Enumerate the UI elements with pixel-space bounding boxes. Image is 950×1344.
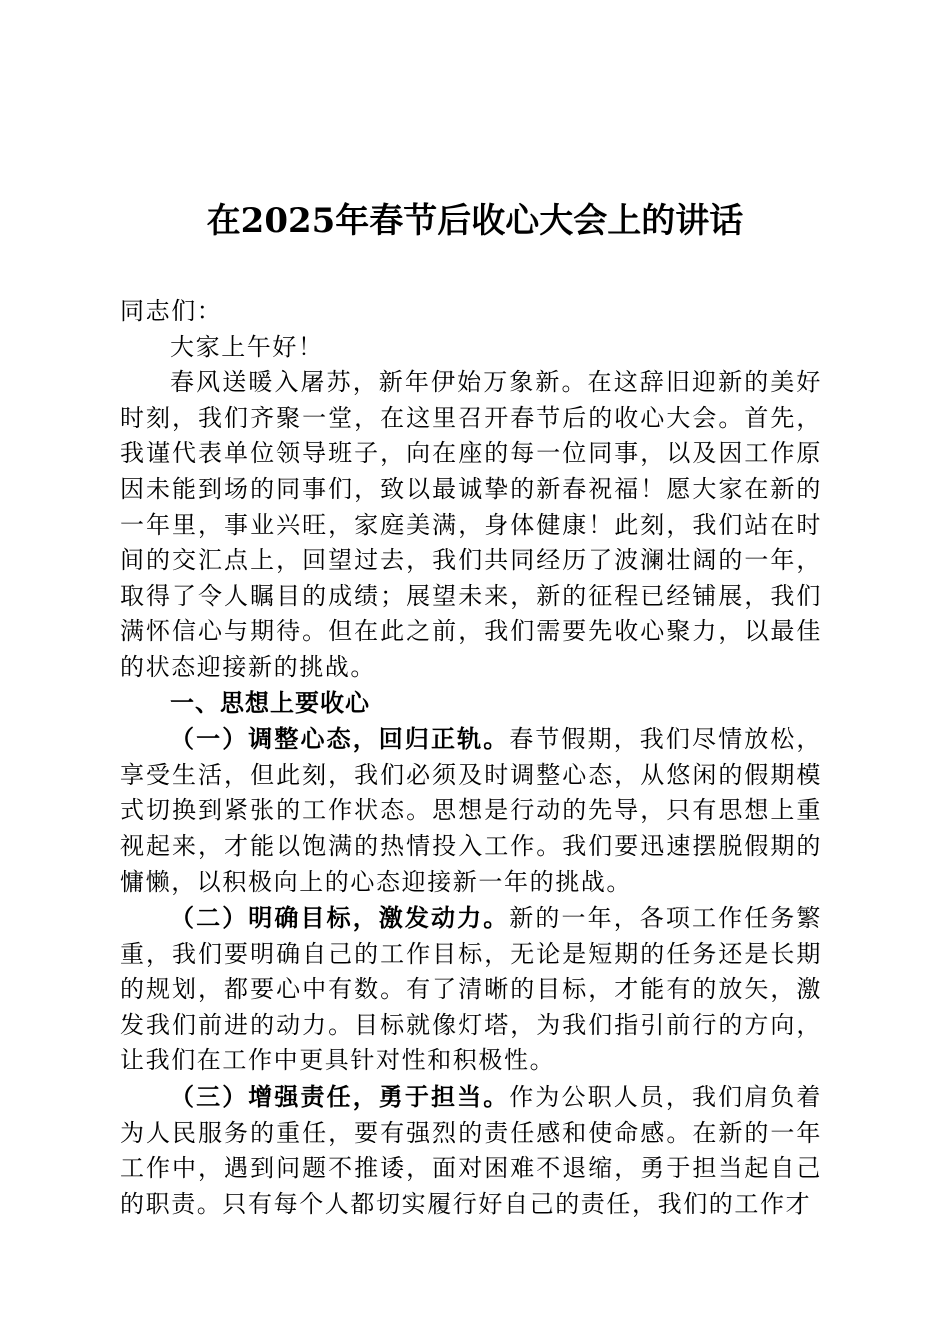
document-body [120,294,822,1222]
greeting: 大家上午好！ [170,332,324,361]
sub-item-2 [120,900,822,1079]
sub-item-3 [120,1079,822,1222]
sub-item-text: 新的一年，各项工作任务繁重，我们要明确自己的工作目标，无论是短期的任务还是长期的规划，都要心中有数。有了清晰的目标，才能有的放矢，激发我们前进的动力。目标就像灯塔，为我们指引前行的方向，让我们在工作中更具针对性和积极性。 [120,904,822,1075]
sub-item-lead: （二）明确目标，激发动力。 [170,903,510,933]
salutation: 同志们： [120,297,223,325]
sub-item-text: 作为公职人员，我们肩负着为人民服务的重任，要有强烈的责任感和使命感。在新的一年工作中，遇到问题不推诿，面对困难不退缩，勇于担当起自己的职责。只有每个人都切实履行好自己的责任，我们的工作才 [120,1083,822,1218]
sub-item-text: 春节假期，我们尽情放松，享受生活，但此刻，我们必须及时调整心态，从悠闲的假期模式切换到紧张的工作状态。思想是行动的先导，只有思想上重视起来，才能以饱满的热情投入工作。我们要迅速摆脱假期的慵懒，以积极向上的心态迎接新一年的挑战。 [120,725,822,896]
sub-item-1 [120,721,822,900]
document-title: 在2025年春节后收心大会上的讲话 [206,201,744,241]
sub-item-lead: （三）增强责任，勇于担当。 [170,1082,510,1112]
section-heading: 一、思想上要收心 [170,688,370,717]
sub-item-lead: （一）调整心态，回归正轨。 [170,724,510,754]
intro-paragraph: 春风送暖入屠苏，新年伊始万象新。在这辞旧迎新的美好时刻，我们齐聚一堂，在这里召开春节后的收心大会。首先，我谨代表单位领导班子，向在座的每一位同事，以及因工作原因未能到场的同事们，致以最诚挚的新春祝福！愿大家在新的一年里，事业兴旺，家庭美满，身体健康！此刻，我们站在时间的交汇点上，回望过去，我们共同经历了波澜壮阔的一年，取得了令人瞩目的成绩；展望未来，新的征程已经铺展，我们满怀信心与期待。但在此之前，我们需要先收心聚力，以最佳的状态迎接新的挑战。 [120,368,822,681]
